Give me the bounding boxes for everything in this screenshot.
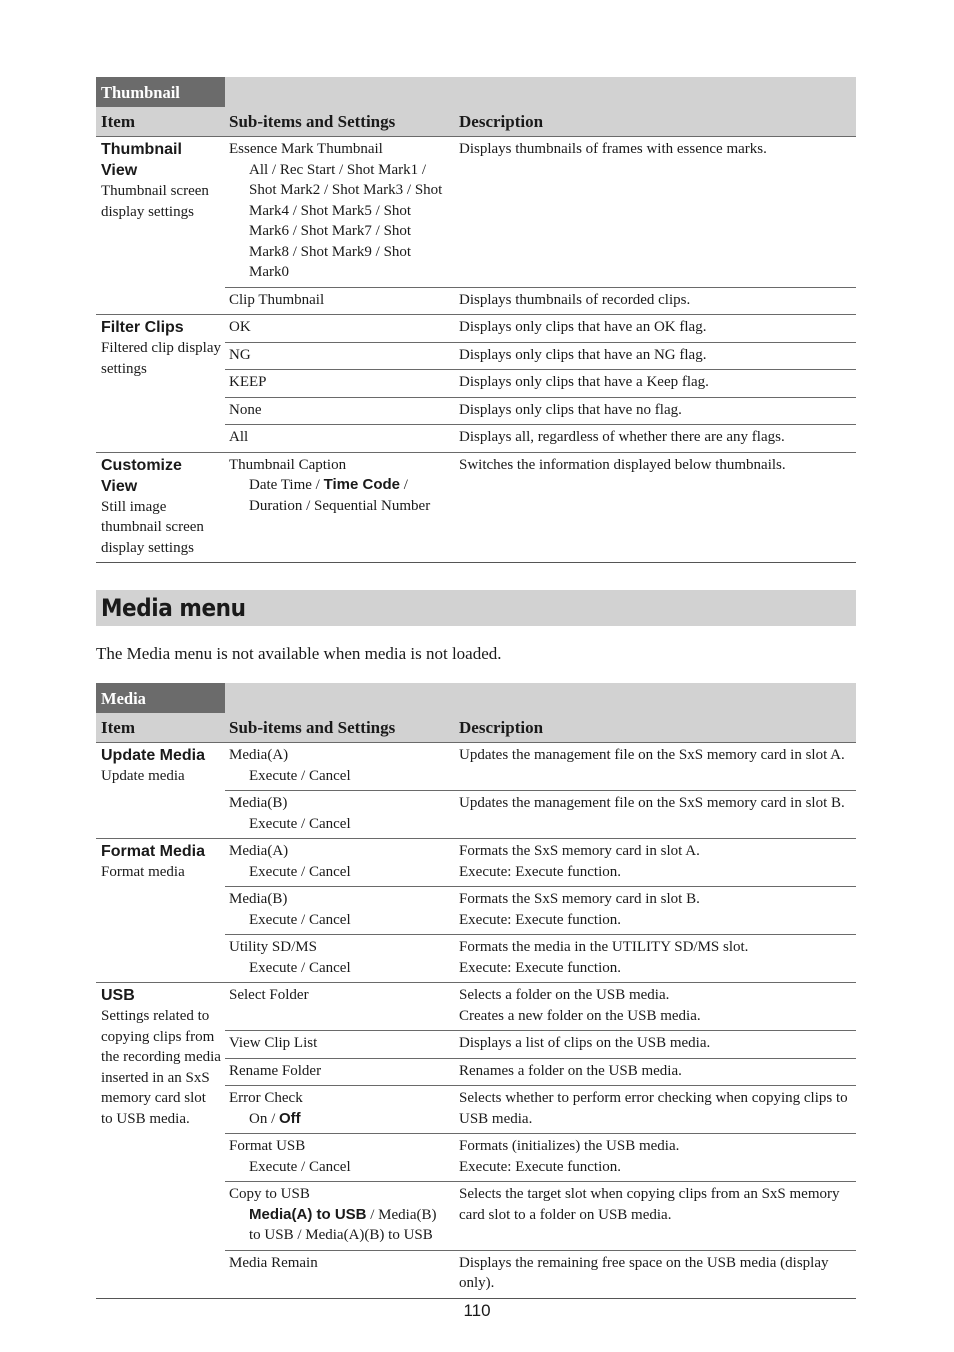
description-cell: Displays only clips that have an NG flag. xyxy=(455,342,856,370)
sub-item-cell xyxy=(225,452,455,563)
description-cell: Selects whether to perform error checking when copying clips to USB media. xyxy=(455,1086,856,1134)
sub-item-cell: NG xyxy=(225,342,455,370)
sub-item-cell xyxy=(225,839,455,887)
sub-item-name: Media(A) xyxy=(229,747,289,763)
description-cell: Updates the management file on the SxS memory card in slot A. xyxy=(455,743,856,791)
description-cell: Displays only clips that have no flag. xyxy=(455,397,856,425)
item-name: USB xyxy=(101,987,135,1004)
item-name: Format Media xyxy=(101,843,206,860)
option-text: Date Time / xyxy=(249,477,324,493)
sub-item-cell xyxy=(225,1086,455,1134)
description-cell: Displays thumbnails of frames with essence marks. xyxy=(455,137,856,288)
item-cell xyxy=(96,839,225,983)
sub-item-name: Media(A) xyxy=(229,843,289,859)
manual-page xyxy=(96,77,856,1299)
description-line: Formats (initializes) the USB media. xyxy=(459,1138,680,1154)
description-cell: Displays thumbnails of recorded clips. xyxy=(455,287,856,315)
sub-item-cell xyxy=(225,1182,455,1251)
sub-item-options: Execute / Cancel xyxy=(249,1158,351,1175)
sub-item-options: All / Rec Start / Shot Mark1 / Shot Mark2 / Shot Mark3 / Shot Mark4 / Shot Mark5 / Shot Mark6 / Shot Mark7 / Shot Mark8 / Shot Mark9 / Shot Mark0 xyxy=(249,161,443,280)
sub-item-name: Media(B) xyxy=(229,795,288,811)
header-sub-items: Sub-items and Settings xyxy=(225,713,455,743)
default-option: Time Code xyxy=(323,476,400,493)
option-text: / Media(B) to USB / Media(A)(B) to USB xyxy=(249,1206,437,1243)
item-description: Filtered clip display settings xyxy=(101,340,221,377)
option-text: / xyxy=(400,477,408,493)
sub-item-options: Execute / Cancel xyxy=(249,959,351,976)
description-line: Execute: Execute function. xyxy=(459,911,622,928)
item-cell xyxy=(96,315,225,453)
page-number: 110 xyxy=(463,1301,491,1320)
sub-item-cell: View Clip List xyxy=(225,1031,455,1059)
table-row xyxy=(96,983,856,1031)
table-row xyxy=(96,452,856,563)
sub-item-cell: None xyxy=(225,397,455,425)
description-cell: Switches the information displayed below thumbnails. xyxy=(455,452,856,563)
sub-item-options xyxy=(229,1205,451,1246)
sub-item-cell xyxy=(225,791,455,839)
description-cell xyxy=(455,935,856,983)
sub-item-cell: Media Remain xyxy=(225,1250,455,1298)
header-description: Description xyxy=(455,107,856,137)
sub-item-options: Execute / Cancel xyxy=(249,911,351,928)
description-cell: Displays the remaining free space on the USB media (display only). xyxy=(455,1250,856,1298)
sub-item-cell xyxy=(225,935,455,983)
description-cell: Displays only clips that have an OK flag. xyxy=(455,315,856,343)
description-cell: Displays a list of clips on the USB media. xyxy=(455,1031,856,1059)
description-cell xyxy=(455,983,856,1031)
table-header-row xyxy=(96,107,856,137)
description-line: Formats the media in the UTILITY SD/MS slot. xyxy=(459,939,749,955)
media-menu-table xyxy=(96,683,856,1299)
description-line: Execute: Execute function. xyxy=(459,959,622,976)
description-line: Formats the SxS memory card in slot B. xyxy=(459,891,700,907)
table-title-tab: Media xyxy=(96,683,225,713)
sub-item-name: Format USB xyxy=(229,1138,306,1154)
description-line: Selects a folder on the USB media. xyxy=(459,987,670,1003)
item-description: Thumbnail screen display settings xyxy=(101,183,209,220)
sub-item-cell: All xyxy=(225,425,455,453)
table-row xyxy=(96,315,856,343)
sub-item-name: Media(B) xyxy=(229,891,288,907)
header-description: Description xyxy=(455,713,856,743)
description-line: Creates a new folder on the USB media. xyxy=(459,1007,701,1024)
sub-item-options: Execute / Cancel xyxy=(249,815,351,832)
sub-item-name: Error Check xyxy=(229,1090,303,1106)
header-item: Item xyxy=(96,107,225,137)
default-option: Off xyxy=(279,1109,301,1127)
description-cell: Selects the target slot when copying clips from an SxS memory card slot to a folder on USB media. xyxy=(455,1182,856,1251)
description-cell: Displays only clips that have a Keep flag. xyxy=(455,370,856,398)
header-sub-items: Sub-items and Settings xyxy=(225,107,455,137)
sub-item-options: Duration / Sequential Number xyxy=(249,497,431,514)
sub-item-cell xyxy=(225,743,455,791)
sub-item-cell: Rename Folder xyxy=(225,1058,455,1086)
table-header-row xyxy=(96,713,856,743)
description-cell xyxy=(455,839,856,887)
header-item: Item xyxy=(96,713,225,743)
sub-item-cell xyxy=(225,137,455,288)
sub-item-cell xyxy=(225,1134,455,1182)
description-line: Execute: Execute function. xyxy=(459,1158,622,1175)
sub-item-options: Execute / Cancel xyxy=(249,863,351,880)
table-title-tab: Thumbnail xyxy=(96,77,225,107)
sub-item-name: Copy to USB xyxy=(229,1186,310,1202)
sub-item-cell: Select Folder xyxy=(225,983,455,1031)
sub-item-name: Utility SD/MS xyxy=(229,939,317,955)
item-description: Update media xyxy=(101,768,185,784)
description-cell: Updates the management file on the SxS memory card in slot B. xyxy=(455,791,856,839)
sub-item-cell: Clip Thumbnail xyxy=(225,287,455,315)
sub-item-options xyxy=(229,475,451,496)
item-description: Format media xyxy=(101,864,185,880)
sub-item-options xyxy=(229,1109,451,1130)
table-row xyxy=(96,137,856,288)
description-line: Formats the SxS memory card in slot A. xyxy=(459,843,700,859)
description-cell: Renames a folder on the USB media. xyxy=(455,1058,856,1086)
description-line: Execute: Execute function. xyxy=(459,863,622,880)
option-text: On / xyxy=(249,1110,279,1127)
sub-item-name: Essence Mark Thumbnail xyxy=(229,141,383,157)
sub-item-cell: KEEP xyxy=(225,370,455,398)
thumbnail-menu-table xyxy=(96,77,856,563)
item-cell xyxy=(96,983,225,1299)
section-heading xyxy=(96,590,856,626)
sub-item-cell xyxy=(225,887,455,935)
table-row xyxy=(96,743,856,791)
item-name: Update Media xyxy=(101,747,206,764)
section-intro: The Media menu is not available when media is not loaded. xyxy=(96,644,502,663)
description-cell: Displays all, regardless of whether there are any flags. xyxy=(455,425,856,453)
item-name: Thumbnail View xyxy=(101,141,182,179)
item-cell xyxy=(96,137,225,315)
item-name: Customize View xyxy=(101,456,182,495)
sub-item-cell: OK xyxy=(225,315,455,343)
sub-item-options: Execute / Cancel xyxy=(249,767,351,784)
table-row xyxy=(96,839,856,887)
default-option: Media(A) to USB xyxy=(249,1205,367,1223)
description-cell xyxy=(455,1134,856,1182)
description-cell xyxy=(455,887,856,935)
item-description: Settings related to copying clips from the recording media inserted in an SxS memory card slot to USB media. xyxy=(101,1008,221,1127)
section-heading-text: Media menu xyxy=(101,594,246,622)
item-cell xyxy=(96,743,225,839)
item-name: Filter Clips xyxy=(101,319,184,336)
item-description: Still image thumbnail screen display settings xyxy=(101,498,204,556)
item-cell xyxy=(96,452,225,563)
sub-item-name: Thumbnail Caption xyxy=(229,456,347,473)
